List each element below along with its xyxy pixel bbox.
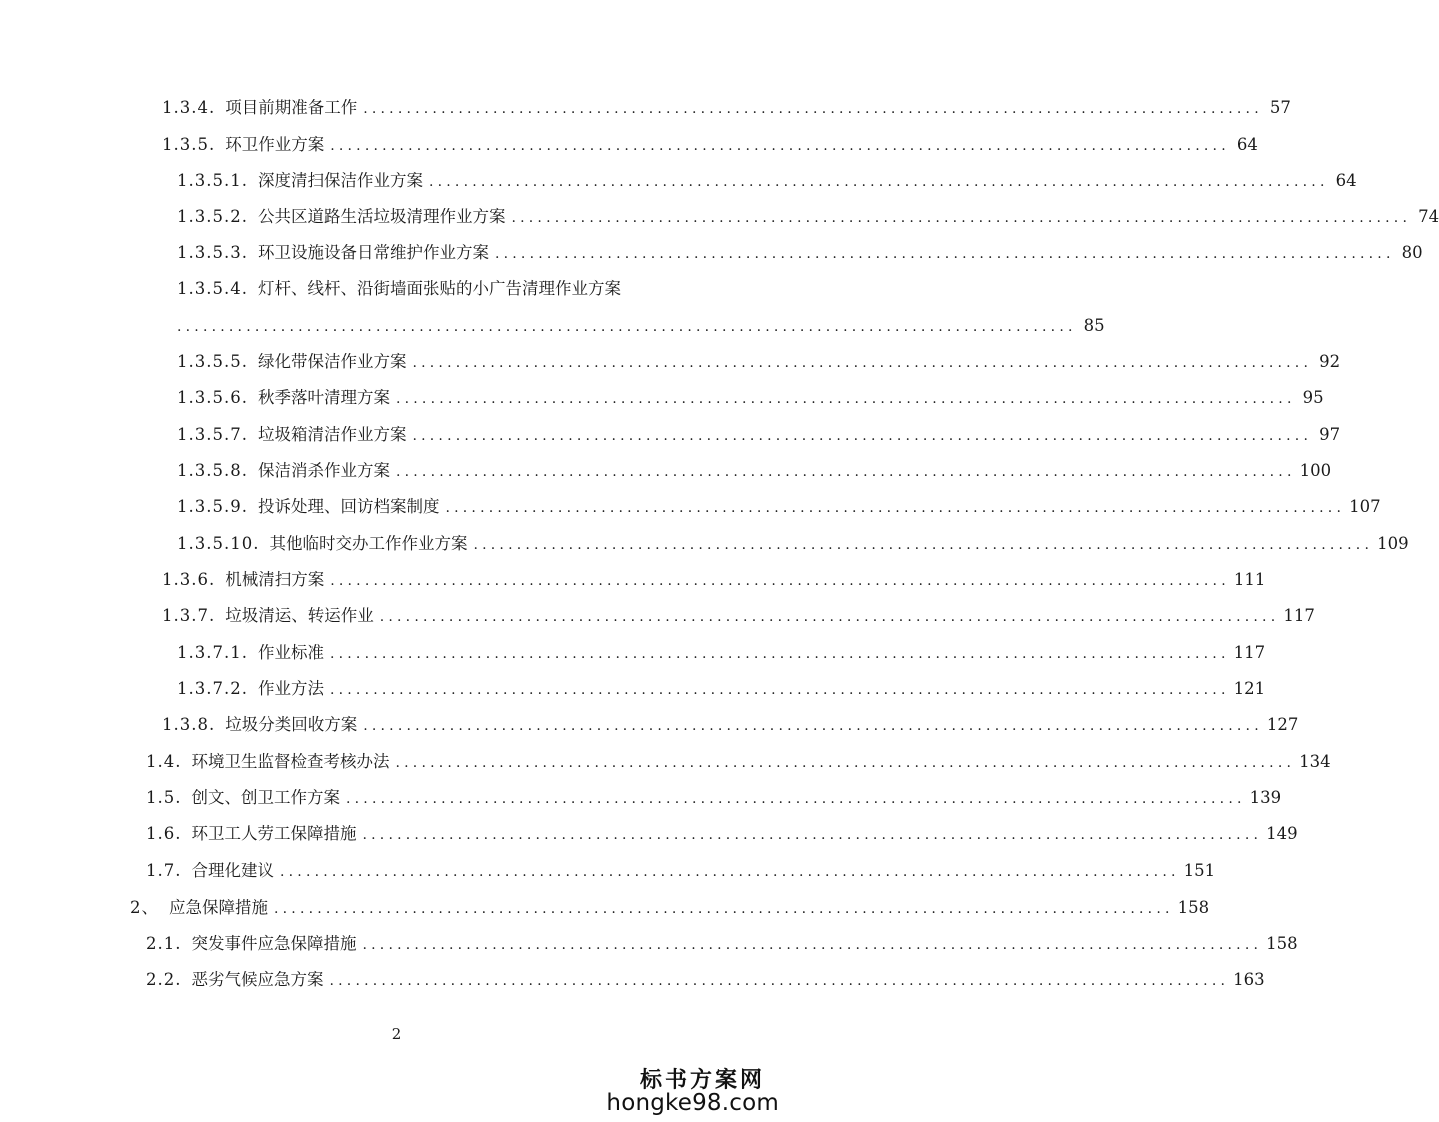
toc-entry-title: 深度清扫保洁作业方案 <box>257 171 423 190</box>
toc-dot-leader: ........................................................................................................ <box>363 718 1263 734</box>
toc-entry[interactable] <box>162 568 1266 592</box>
toc-entry-number: 1.3.5.2. <box>177 207 248 226</box>
toc-entry-number: 1.3.5. <box>162 135 216 154</box>
toc-entry[interactable] <box>177 386 1324 410</box>
toc-entry-title: 突发事件应急保障措施 <box>191 934 357 953</box>
toc-dot-leader: ........................................................................................................ <box>473 537 1374 553</box>
toc-entry-page: 80 <box>1401 243 1423 262</box>
watermark-url: hongke98.com <box>606 1090 779 1116</box>
toc-dot-leader: ........................................................................................................ <box>274 901 1174 917</box>
toc-entry-number: 1.3.5.8. <box>177 461 248 480</box>
toc-entry-number: 1.4. <box>146 752 182 771</box>
toc-entry-page: 109 <box>1377 534 1409 553</box>
toc-entry-page: 97 <box>1319 425 1341 444</box>
toc-entry-title: 绿化带保洁作业方案 <box>257 352 407 371</box>
toc-entry[interactable] <box>162 604 1315 628</box>
toc-entry-title: 其他临时交办工作作业方案 <box>269 534 468 553</box>
toc-dot-leader: ........................................................................................................ <box>362 827 1263 843</box>
toc-entry[interactable] <box>146 750 1331 774</box>
toc-dot-leader: ........................................................................................................ <box>329 682 1230 698</box>
toc-dot-leader: ........................................................................................................ <box>330 573 1230 589</box>
toc-entry[interactable] <box>177 677 1266 701</box>
toc-dot-leader: ........................................................................................................ <box>329 646 1230 662</box>
toc-entry-title: 环卫工人劳工保障措施 <box>191 824 357 843</box>
toc-entry-page: 74 <box>1418 207 1439 226</box>
toc-entry-page: 95 <box>1302 388 1324 407</box>
toc-entry-title: 合理化建议 <box>191 861 274 880</box>
toc-entry-number: 1.6. <box>146 824 182 843</box>
toc-entry[interactable] <box>177 495 1381 519</box>
toc-entry-title: 应急保障措施 <box>169 898 268 917</box>
toc-entry[interactable] <box>177 350 1341 374</box>
toc-entry-title: 投诉处理、回访档案制度 <box>257 497 440 516</box>
toc-entry-title: 项目前期准备工作 <box>225 98 358 117</box>
toc-entry-page: 107 <box>1349 497 1381 516</box>
page-number: 2 <box>391 1025 402 1043</box>
toc-entry-title: 垃圾分类回收方案 <box>225 715 358 734</box>
toc-entry-number: 1.3.8. <box>162 715 216 734</box>
toc-entry-number: 1.3.5.9. <box>177 497 248 516</box>
toc-entry-title: 公共区道路生活垃圾清理作业方案 <box>257 207 506 226</box>
toc-entry[interactable] <box>146 859 1216 883</box>
toc-dot-leader: ........................................................................................................ <box>412 428 1313 444</box>
toc-entry-title: 灯杆、线杆、沿街墙面张贴的小广告清理作业方案 <box>257 279 621 298</box>
toc-dot-leader: ........................................................................................................ <box>346 791 1246 807</box>
toc-entry-page: 151 <box>1183 861 1216 880</box>
toc-entry-number: 1.3.5.6. <box>177 388 248 407</box>
toc-dot-leader: ........................................................................................................ <box>428 174 1329 190</box>
toc-dot-leader: ........................................................................................................ <box>363 101 1263 117</box>
toc-entry[interactable] <box>177 459 1332 483</box>
toc-entry-page: 111 <box>1233 570 1266 589</box>
toc-dot-leader: ........................................................................................................ <box>330 138 1230 154</box>
toc-entry-number: 2.1. <box>146 934 182 953</box>
toc-entry-number: 1.3.5.10. <box>177 534 260 553</box>
toc-entry[interactable] <box>162 133 1258 157</box>
toc-entry[interactable] <box>177 241 1423 265</box>
toc-entry-title: 垃圾箱清洁作业方案 <box>257 425 407 444</box>
toc-dot-leader: ........................................................................................................ <box>494 246 1395 262</box>
toc-entry-page: 121 <box>1233 679 1266 698</box>
toc-dot-leader: ........................................................................................................ <box>395 755 1296 771</box>
toc-entry-number: 1.3.7. <box>162 606 216 625</box>
toc-entry[interactable] <box>177 641 1266 665</box>
toc-dot-leader: ........................................................................................................ <box>177 319 1077 335</box>
toc-entry-page: 158 <box>1177 898 1210 917</box>
toc-dot-leader: ........................................................................................................ <box>511 210 1412 226</box>
toc-entry[interactable] <box>146 932 1298 956</box>
toc-entry-title: 垃圾清运、转运作业 <box>225 606 374 625</box>
toc-entry[interactable] <box>162 96 1291 120</box>
toc-entry[interactable] <box>146 822 1298 846</box>
toc-entry-number: 1.3.7.1. <box>177 643 248 662</box>
toc-entry[interactable] <box>177 532 1409 556</box>
toc-entry[interactable] <box>130 896 1210 920</box>
toc-entry-page: 92 <box>1319 352 1341 371</box>
toc-dot-leader: ........................................................................................................ <box>445 500 1346 516</box>
toc-entry-number: 2、 <box>130 898 159 917</box>
toc-entry-number: 1.3.5.1. <box>177 171 248 190</box>
toc-dot-leader: ........................................................................................................ <box>379 609 1280 625</box>
toc-entry-page: 64 <box>1236 135 1258 154</box>
toc-entry-title: 环境卫生监督检查考核办法 <box>191 752 390 771</box>
toc-dot-leader: ........................................................................................................ <box>329 973 1230 989</box>
toc-entry[interactable] <box>146 968 1265 992</box>
toc-entry-title: 机械清扫方案 <box>225 570 325 589</box>
toc-entry-number: 1.5. <box>146 788 182 807</box>
toc-entry-title: 环卫设施设备日常维护作业方案 <box>257 243 489 262</box>
toc-entry-number: 1.7. <box>146 861 182 880</box>
toc-entry-number: 1.3.5.5. <box>177 352 248 371</box>
toc-entry-page: 163 <box>1233 970 1265 989</box>
toc-entry[interactable] <box>162 713 1299 737</box>
toc-entry-page: 127 <box>1266 715 1299 734</box>
toc-dot-leader: ........................................................................................................ <box>395 391 1296 407</box>
toc-entry-title: 作业标准 <box>257 643 324 662</box>
toc-entry-number: 1.3.6. <box>162 570 216 589</box>
toc-entry-page: 117 <box>1233 643 1266 662</box>
toc-dot-leader: ........................................................................................................ <box>362 937 1263 953</box>
toc-entry-continuation[interactable] <box>177 314 1105 338</box>
toc-entry-title: 秋季落叶清理方案 <box>257 388 390 407</box>
toc-entry-page: 134 <box>1299 752 1331 771</box>
toc-entry[interactable] <box>177 169 1357 193</box>
toc-entry[interactable] <box>177 205 1439 229</box>
toc-entry[interactable] <box>146 786 1282 810</box>
toc-entry-number: 1.3.5.3. <box>177 243 248 262</box>
toc-dot-leader: ........................................................................................................ <box>412 355 1313 371</box>
toc-entry-number: 1.3.5.4. <box>177 279 248 298</box>
toc-entry-page: 117 <box>1283 606 1315 625</box>
toc-entry-title: 恶劣气候应急方案 <box>191 970 324 989</box>
toc-entry-page: 57 <box>1269 98 1291 117</box>
toc-entry-number: 2.2. <box>146 970 182 989</box>
toc-entry-page: 64 <box>1335 171 1357 190</box>
toc-entry-page: 149 <box>1266 824 1298 843</box>
toc-entry-number: 1.3.7.2. <box>177 679 248 698</box>
toc-entry-page: 100 <box>1299 461 1332 480</box>
toc-entry-title: 环卫作业方案 <box>225 135 325 154</box>
toc-entry-page: 139 <box>1249 788 1282 807</box>
toc-entry-page: 85 <box>1083 316 1105 335</box>
toc-entry-title: 作业方法 <box>257 679 324 698</box>
toc-entry-number: 1.3.5.7. <box>177 425 248 444</box>
toc-entry[interactable] <box>177 423 1341 447</box>
toc-entry-title: 创文、创卫工作方案 <box>191 788 340 807</box>
toc-dot-leader: ........................................................................................................ <box>395 464 1296 480</box>
watermark-site-name: 标书方案网 <box>639 1068 765 1093</box>
toc-entry-number: 1.3.4. <box>162 98 216 117</box>
toc-dot-leader: ........................................................................................................ <box>280 864 1180 880</box>
toc-entry[interactable] <box>177 277 621 301</box>
toc-entry-page: 158 <box>1266 934 1298 953</box>
toc-entry-title: 保洁消杀作业方案 <box>257 461 390 480</box>
